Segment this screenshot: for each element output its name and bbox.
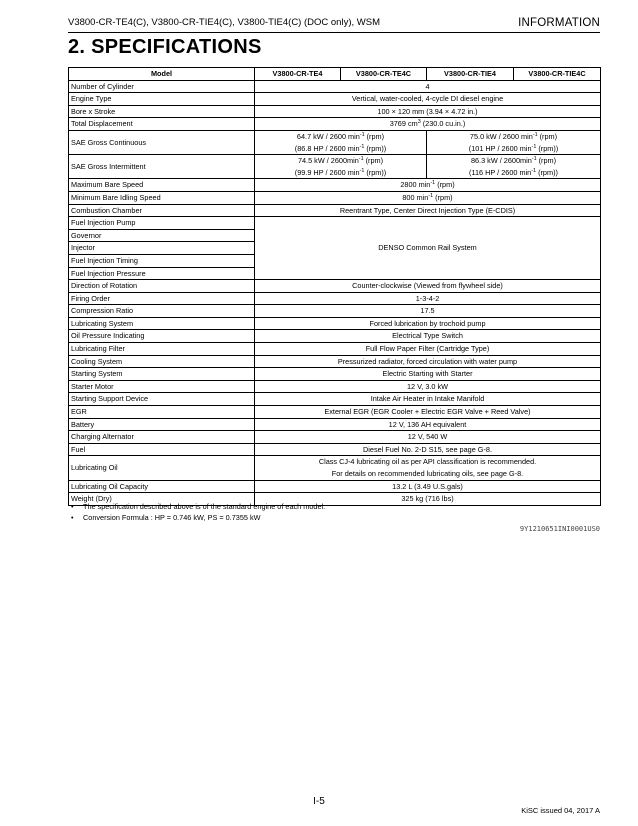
row-label: Injector bbox=[69, 242, 255, 255]
superscript: -1 bbox=[531, 143, 537, 150]
column-header: V3800-CR-TE4C bbox=[341, 68, 427, 81]
row-label: SAE Gross Continuous bbox=[69, 130, 255, 154]
row-label: Minimum Bare Idling Speed bbox=[69, 191, 255, 204]
superscript: -1 bbox=[359, 143, 365, 150]
row-value: 12 V, 3.0 kW bbox=[255, 380, 601, 393]
column-header: V3800-CR-TIE4 bbox=[427, 68, 514, 81]
value-text: (rpm)) bbox=[536, 167, 558, 177]
row-value: 13.2 L (3.49 U.S.gals) bbox=[255, 480, 601, 493]
row-value-tie4 bbox=[427, 155, 601, 179]
row-value: 325 kg (716 lbs) bbox=[255, 493, 601, 506]
superscript: -1 bbox=[430, 180, 436, 187]
table-row bbox=[69, 204, 601, 217]
note-item: • Conversion Formula : HP = 0.746 kW, PS = 0.7355 kW bbox=[68, 513, 325, 524]
table-row bbox=[69, 406, 601, 419]
notes-list bbox=[68, 502, 325, 524]
superscript: -1 bbox=[531, 156, 537, 163]
note-item: • The specification described above is of the standard engine of each model. bbox=[68, 502, 325, 513]
value-text: (230.0 cu.in.) bbox=[420, 119, 466, 129]
row-label: Lubricating Filter bbox=[69, 343, 255, 356]
superscript: -1 bbox=[532, 131, 538, 138]
value-text: 2800 min bbox=[400, 180, 431, 190]
row-label: Lubricating Oil Capacity bbox=[69, 480, 255, 493]
row-value: Pressurized radiator, forced circulation with water pump bbox=[255, 355, 601, 368]
value-text: (86.8 HP / 2600 min bbox=[294, 143, 360, 153]
row-value: 12 V, 136 AH equivalent bbox=[255, 418, 601, 431]
row-label: EGR bbox=[69, 406, 255, 419]
value-text: 800 min bbox=[402, 192, 429, 202]
row-label: Battery bbox=[69, 418, 255, 431]
table-row bbox=[69, 292, 601, 305]
table-row bbox=[69, 456, 601, 480]
row-value-te4 bbox=[255, 130, 427, 154]
row-label: Total Displacement bbox=[69, 118, 255, 131]
row-value bbox=[255, 118, 601, 131]
superscript: -1 bbox=[359, 167, 365, 174]
row-label: Lubricating System bbox=[69, 317, 255, 330]
value-text: (rpm) bbox=[363, 156, 384, 166]
table-row bbox=[69, 355, 601, 368]
value-text: 3769 cm bbox=[389, 119, 418, 129]
row-value bbox=[255, 191, 601, 204]
row-label: Maximum Bare Speed bbox=[69, 179, 255, 192]
table-row bbox=[69, 393, 601, 406]
superscript: 3 bbox=[417, 119, 421, 126]
row-label: Oil Pressure Indicating bbox=[69, 330, 255, 343]
table-row bbox=[69, 480, 601, 493]
table-row bbox=[69, 418, 601, 431]
column-header: V3800-CR-TE4 bbox=[255, 68, 341, 81]
table-row bbox=[69, 118, 601, 131]
row-value: Electrical Type Switch bbox=[255, 330, 601, 343]
row-label: Weight (Dry) bbox=[69, 493, 255, 506]
issue-note: KiSC issued 04, 2017 A bbox=[521, 806, 600, 815]
row-label: Combustion Chamber bbox=[69, 204, 255, 217]
value-text: 75.0 kW / 2600 min bbox=[469, 131, 533, 141]
value-text: (116 HP / 2600 min bbox=[469, 167, 532, 177]
column-header: V3800-CR-TIE4C bbox=[514, 68, 601, 81]
value-text: (rpm)) bbox=[364, 143, 387, 153]
row-label: Starter Motor bbox=[69, 380, 255, 393]
row-value: Diesel Fuel No. 2-D S15, see page G-8. bbox=[255, 443, 601, 456]
value-text: (rpm) bbox=[536, 156, 557, 166]
header-model-list: V3800-CR-TE4(C), V3800-CR-TIE4(C), V3800-TIE4(C) (DOC only), WSM bbox=[68, 17, 380, 28]
value-text: 86.3 kW / 2600min bbox=[470, 156, 532, 166]
table-row bbox=[69, 179, 601, 192]
value-line: Class CJ-4 lubricating oil as per API classification is recommended. bbox=[318, 457, 537, 467]
row-label: Fuel Injection Pressure bbox=[69, 267, 255, 280]
row-value: Forced lubrication by trochoid pump bbox=[255, 317, 601, 330]
row-value: Counter-clockwise (Viewed from flywheel side) bbox=[255, 280, 601, 293]
table-row bbox=[69, 280, 601, 293]
row-label: Starting System bbox=[69, 368, 255, 381]
row-label: Firing Order bbox=[69, 292, 255, 305]
row-value bbox=[255, 179, 601, 192]
value-text: 64.7 kW / 2600 min bbox=[296, 131, 360, 141]
header-section-name: INFORMATION bbox=[518, 17, 600, 29]
row-value: 12 V, 540 W bbox=[255, 431, 601, 444]
table-row bbox=[69, 330, 601, 343]
row-value: Vertical, water-cooled, 4-cycle DI diesel engine bbox=[255, 93, 601, 106]
table-row bbox=[69, 343, 601, 356]
row-value bbox=[255, 456, 601, 480]
value-text: (rpm) bbox=[433, 192, 453, 202]
table-header-row bbox=[69, 68, 601, 81]
row-label: Fuel bbox=[69, 443, 255, 456]
row-value: 17.5 bbox=[255, 305, 601, 318]
value-line: For details on recommended lubricating oils, see page G-8. bbox=[331, 469, 524, 478]
value-text: (rpm) bbox=[435, 180, 455, 190]
table-row bbox=[69, 217, 601, 230]
row-label: SAE Gross Intermittent bbox=[69, 155, 255, 179]
row-label: Fuel Injection Pump bbox=[69, 217, 255, 230]
row-value: Full Flow Paper Filter (Cartridge Type) bbox=[255, 343, 601, 356]
row-label: Fuel Injection Timing bbox=[69, 254, 255, 267]
row-label: Lubricating Oil bbox=[69, 456, 255, 480]
row-value: Intake Air Heater in Intake Manifold bbox=[255, 393, 601, 406]
row-value-merged: DENSO Common Rail System bbox=[255, 217, 601, 280]
row-label: Governor bbox=[69, 229, 255, 242]
table-row bbox=[69, 80, 601, 93]
value-text: (99.9 HP / 2600 min bbox=[294, 167, 360, 177]
row-label: Compression Ratio bbox=[69, 305, 255, 318]
row-label: Cooling System bbox=[69, 355, 255, 368]
value-text: 74.5 kW / 2600min bbox=[297, 156, 359, 166]
table-row bbox=[69, 368, 601, 381]
row-label: Bore x Stroke bbox=[69, 105, 255, 118]
table-row bbox=[69, 130, 601, 154]
page-title: 2. SPECIFICATIONS bbox=[68, 36, 262, 58]
value-text: (rpm)) bbox=[364, 167, 387, 177]
superscript: -1 bbox=[359, 131, 365, 138]
table-row bbox=[69, 155, 601, 179]
column-header: Model bbox=[69, 68, 255, 81]
row-value: 4 bbox=[255, 80, 601, 93]
row-value-tie4 bbox=[427, 130, 601, 154]
table-row bbox=[69, 317, 601, 330]
superscript: -1 bbox=[531, 167, 537, 174]
value-text: (rpm) bbox=[364, 131, 385, 141]
header-rule bbox=[68, 32, 600, 33]
row-label: Charging Alternator bbox=[69, 431, 255, 444]
specifications-table bbox=[68, 67, 601, 506]
superscript: -1 bbox=[428, 192, 434, 199]
row-value: Reentrant Type, Center Direct Injection Type (E-CDIS) bbox=[255, 204, 601, 217]
value-text: (rpm) bbox=[537, 131, 558, 141]
row-label: Direction of Rotation bbox=[69, 280, 255, 293]
document-code: 9Y1210651INI0001US0 bbox=[519, 525, 600, 533]
superscript: -1 bbox=[358, 156, 364, 163]
table-row bbox=[69, 431, 601, 444]
row-value: 1-3-4-2 bbox=[255, 292, 601, 305]
row-value-te4 bbox=[255, 155, 427, 179]
page-number: I-5 bbox=[313, 796, 325, 807]
value-text: (101 HP / 2600 min bbox=[468, 143, 532, 153]
table-row bbox=[69, 305, 601, 318]
row-label: Number of Cylinder bbox=[69, 80, 255, 93]
row-value: Electric Starting with Starter bbox=[255, 368, 601, 381]
table-row bbox=[69, 93, 601, 106]
table-row bbox=[69, 443, 601, 456]
table-row bbox=[69, 191, 601, 204]
table-row bbox=[69, 380, 601, 393]
row-value: 100 × 120 mm (3.94 × 4.72 in.) bbox=[255, 105, 601, 118]
table-row bbox=[69, 105, 601, 118]
value-text: (rpm)) bbox=[536, 143, 559, 153]
row-label: Engine Type bbox=[69, 93, 255, 106]
row-value: External EGR (EGR Cooler + Electric EGR Valve + Reed Valve) bbox=[255, 406, 601, 419]
row-label: Starting Support Device bbox=[69, 393, 255, 406]
